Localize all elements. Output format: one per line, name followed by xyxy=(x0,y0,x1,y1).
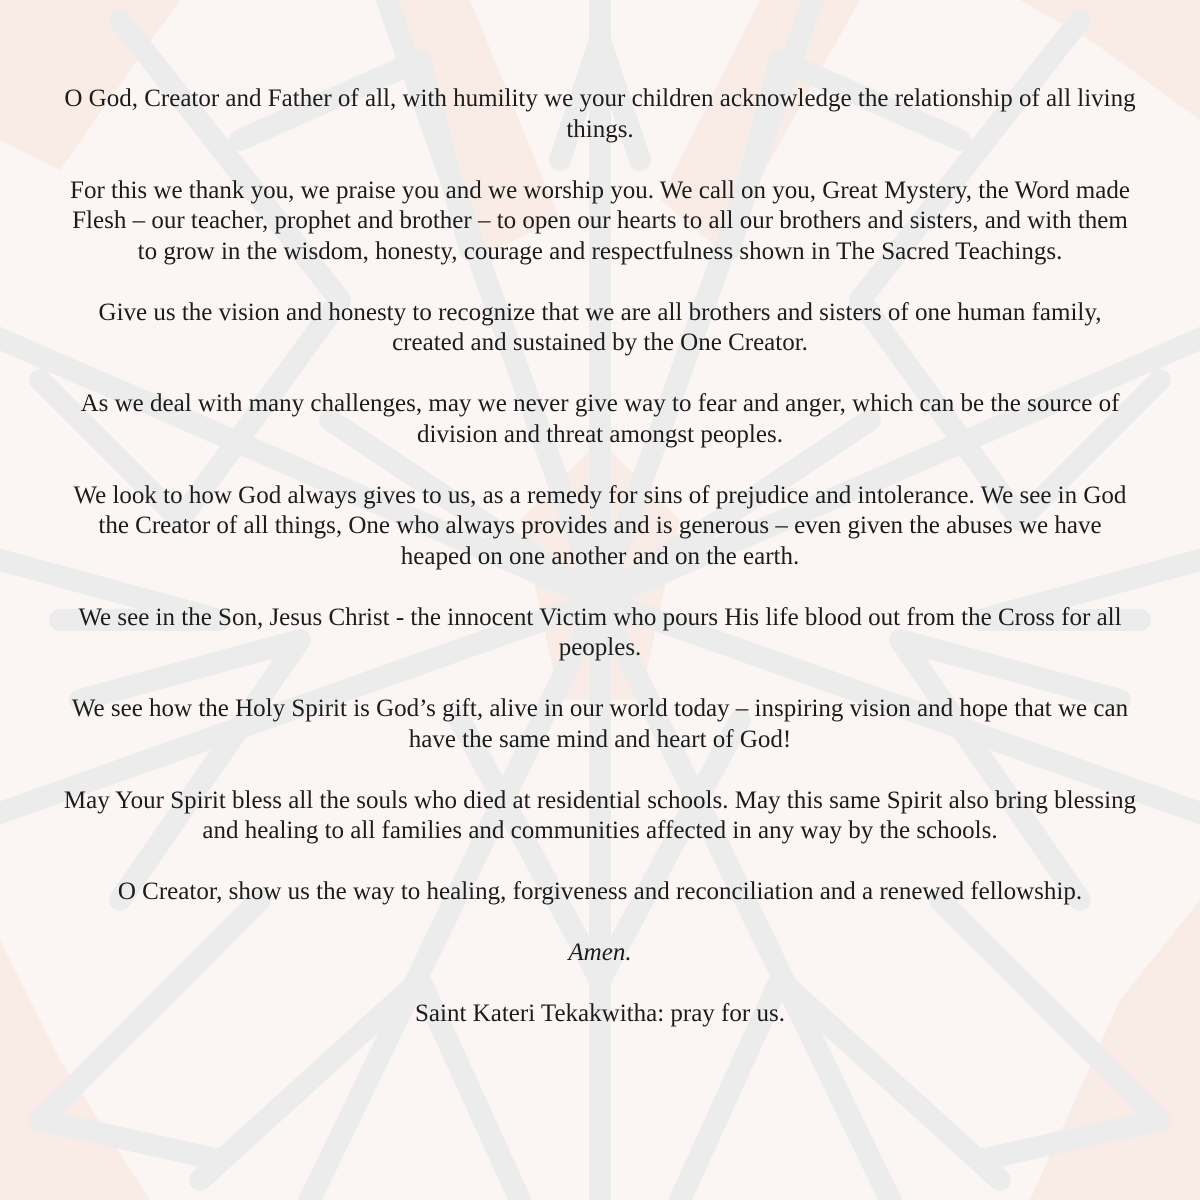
amen: Amen. xyxy=(568,939,632,966)
prayer-text xyxy=(60,84,1140,1060)
prayer-paragraph-1: O God, Creator and Father of all, with humility we your children acknowledge the relationship of all living things. xyxy=(64,85,1136,143)
prayer-paragraph-7: We see how the Holy Spirit is God’s gift, alive in our world today – inspiring vision and hope that we can have the same mind and heart of God! xyxy=(71,695,1129,753)
prayer-paragraph-5: We look to how God always gives to us, as a remedy for sins of prejudice and intolerance. We see in God the Creator of all things, One who always provides and is generous – even given the abuses we have heaped on one another and on the earth. xyxy=(73,481,1127,570)
prayer-paragraph-4: As we deal with many challenges, may we never give way to fear and anger, which can be the source of division and threat amongst peoples. xyxy=(80,390,1120,448)
prayer-paragraph-9: O Creator, show us the way to healing, forgiveness and reconciliation and a renewed fellowship. xyxy=(117,878,1083,905)
prayer-paragraph-2: For this we thank you, we praise you and we worship you. We call on you, Great Mystery, the Word made Flesh – our teacher, prophet and brother – to open our hearts to all our brothers and sisters, and with them to grow in the wisdom, honesty, courage and respectfulness shown in The Sacred Teachings. xyxy=(70,176,1130,265)
prayer-paragraph-6: We see in the Son, Jesus Christ - the innocent Victim who pours His life blood out from the Cross for all peoples. xyxy=(78,603,1122,661)
prayer-paragraph-8: May Your Spirit bless all the souls who died at residential schools. May this same Spirit also bring blessing and healing to all families and communities affected in any way by the schools. xyxy=(63,786,1137,844)
saint-invocation: Saint Kateri Tekakwitha: pray for us. xyxy=(415,1000,785,1027)
prayer-paragraph-3: Give us the vision and honesty to recognize that we are all brothers and sisters of one human family, created and sustained by the One Creator. xyxy=(98,298,1102,356)
